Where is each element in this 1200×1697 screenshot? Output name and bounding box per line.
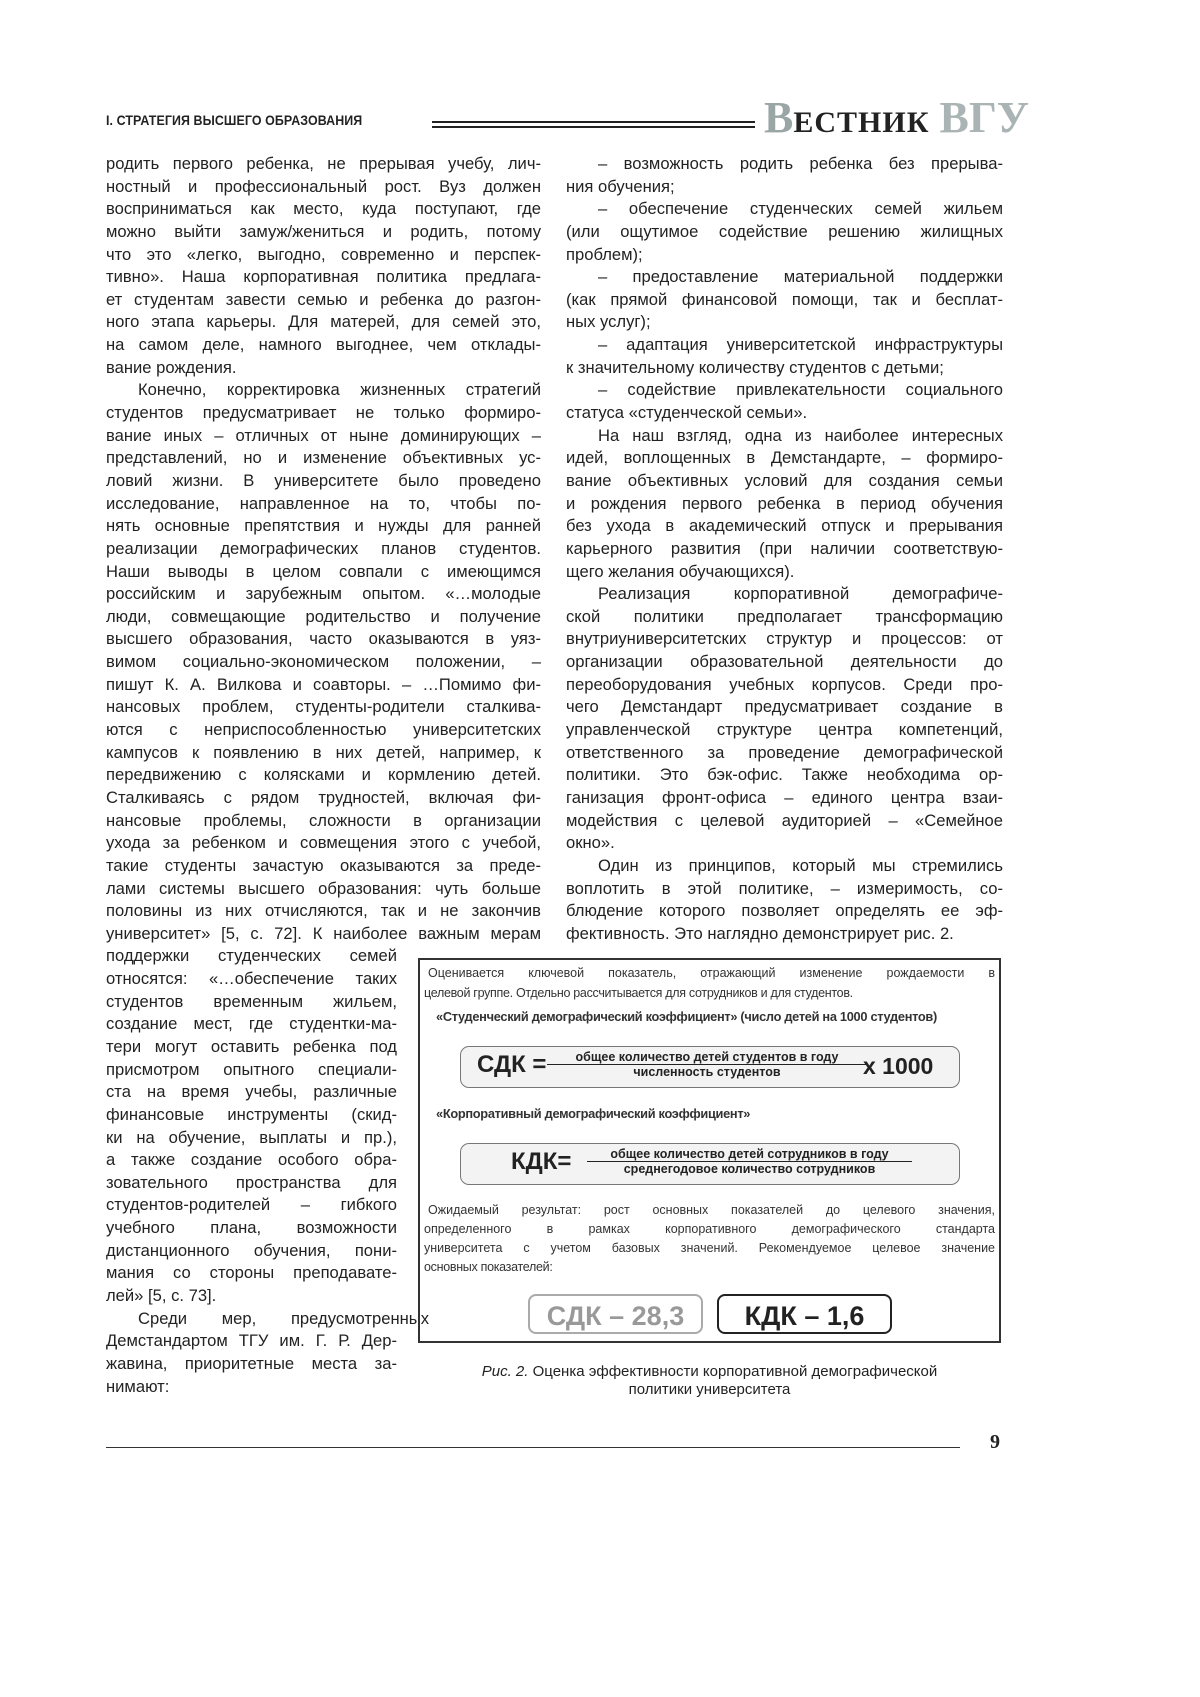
text-line: Один из принципов, который мы стремились xyxy=(566,855,1003,878)
paragraph xyxy=(566,198,1003,266)
sdk-label: СДК = xyxy=(477,1051,546,1079)
text-line: кампусов к появлению в них детей, например, к xyxy=(106,742,541,765)
text-line: ответственного за проведение демографической xyxy=(566,742,1003,765)
text-line: нимают: xyxy=(106,1376,397,1399)
paragraph xyxy=(566,425,1003,583)
text-line: тери могут оставить ребенка под xyxy=(106,1036,397,1059)
section-title: I. СТРАТЕГИЯ ВЫСШЕГО ОБРАЗОВАНИЯ xyxy=(106,113,362,128)
text-line: учебного плана, возможности xyxy=(106,1217,397,1240)
text-line: Наши выводы в целом совпали с имеющимся xyxy=(106,561,541,584)
text-line: что это «легко, выгодно, современно и перспек- xyxy=(106,244,541,267)
result-line: основных показателей: xyxy=(424,1260,553,1274)
paragraph xyxy=(566,379,1003,424)
text-line: можно выйти замуж/жениться и родить, потому xyxy=(106,221,541,244)
paragraph xyxy=(106,153,541,379)
right-column xyxy=(566,153,1003,945)
text-line: ются с неприспособленностью университетских xyxy=(106,719,541,742)
paragraph xyxy=(566,583,1003,855)
text-line: к значительному количеству студентов с детьми; xyxy=(566,357,1003,380)
text-line: лей» [5, с. 73]. xyxy=(106,1285,397,1308)
text-line: относятся: «…обеспечение таких xyxy=(106,968,397,991)
text-line: вание рождения. xyxy=(106,357,541,380)
sdk-numerator: общее количество детей студентов в году xyxy=(547,1050,867,1065)
text-line: вание иных – отличных от ныне доминирующих – xyxy=(106,425,541,448)
text-line: ных услуг); xyxy=(566,311,1003,334)
text-line: исследование, направленное на то, чтобы по- xyxy=(106,493,541,516)
target-sdk-badge: СДК – 28,3 xyxy=(528,1294,703,1334)
text-line: ки на обучение, выплаты и пр.), xyxy=(106,1127,397,1150)
result-line: университета с учетом базовых значений. Рекомендуемое целевое значение xyxy=(424,1241,995,1255)
text-line: (или ощутимое содействие решению жилищных xyxy=(566,221,1003,244)
sdk-multiplier: x 1000 xyxy=(863,1053,933,1080)
paragraph xyxy=(566,855,1003,946)
text-line: проблем); xyxy=(566,244,1003,267)
footer-rule xyxy=(106,1447,960,1448)
text-line: управленческой структуре центра компетенций, xyxy=(566,719,1003,742)
text-line: фективность. Это наглядно демонстрирует рис. 2. xyxy=(566,923,1003,946)
text-line: вание объективных условий для создания семьи xyxy=(566,470,1003,493)
text-line: ного этапа карьеры. Для матерей, для семей это, xyxy=(106,311,541,334)
text-line: восприниматься как место, куда поступают, где xyxy=(106,198,541,221)
text-line: ния обучения; xyxy=(566,176,1003,199)
text-line: организации образовательной деятельности до xyxy=(566,651,1003,674)
text-line: политики. Это бэк-офис. Также необходима ор- xyxy=(566,764,1003,787)
text-line: половины из них отчисляются, так и не закончив xyxy=(106,900,541,923)
text-line: чего Демстандарт предусматривает создание в xyxy=(566,696,1003,719)
text-line: модействия с целевой аудиторией – «Семейное xyxy=(566,810,1003,833)
sdk-fraction xyxy=(547,1050,867,1079)
text-line: реализации демографических планов студентов. xyxy=(106,538,541,561)
text-line: нансовые проблемы, сложности в организации xyxy=(106,810,541,833)
text-line: лами системы высшего образования: чуть больше xyxy=(106,878,541,901)
text-line: университет» [5, с. 72]. К наиболее важным мерам xyxy=(106,923,541,946)
figure-intro-line: целевой группе. Отдельно рассчитывается для сотрудников и для студентов. xyxy=(424,986,853,1000)
text-line: такие студенты зачастую оказываются за преде- xyxy=(106,855,541,878)
text-line: на самом деле, намного выгоднее, чем отклады- xyxy=(106,334,541,357)
text-line: российским и зарубежным опытом. «…молодые xyxy=(106,583,541,606)
text-line: вимом социально-экономическом положении, – xyxy=(106,651,541,674)
text-line: Сталкиваясь с рядом трудностей, включая фи- xyxy=(106,787,541,810)
text-line: – возможность родить ребенка без прерыва- xyxy=(566,153,1003,176)
text-line: окно». xyxy=(566,832,1003,855)
caption-text: политики университета xyxy=(418,1381,1001,1399)
paragraph xyxy=(566,266,1003,334)
text-line: родить первого ребенка, не прерывая учебу, лич- xyxy=(106,153,541,176)
text-line: На наш взгляд, одна из наиболее интересных xyxy=(566,425,1003,448)
text-line: создание мест, где студентки-ма- xyxy=(106,1013,397,1036)
text-line: высшего образования, часто оказываются в уяз- xyxy=(106,628,541,651)
text-line: поддержки студенческих семей xyxy=(106,945,397,968)
text-line: передвижению с колясками и кормлению детей. xyxy=(106,764,541,787)
text-line: – обеспечение студенческих семей жильем xyxy=(566,198,1003,221)
header-rule xyxy=(432,121,755,128)
text-line: присмотром опытного специали- xyxy=(106,1059,397,1082)
text-line: идей, воплощенных в Демстандарте, – формиро- xyxy=(566,447,1003,470)
text-line: переоборудования учебных корпусов. Среди про- xyxy=(566,674,1003,697)
paragraph xyxy=(566,334,1003,379)
text-line: нять основные препятствия и нужды для ранней xyxy=(106,515,541,538)
text-line: зовательного пространства для xyxy=(106,1172,397,1195)
figure-caption xyxy=(418,1363,1001,1399)
text-line: Демстандартом ТГУ им. Г. Р. Дер- xyxy=(106,1330,397,1353)
text-line: воплотить в этой политике, – измеримость, со- xyxy=(566,878,1003,901)
kdk-denominator: среднегодовое количество сотрудников xyxy=(587,1162,912,1176)
sdk-title: «Студенческий демографический коэффициент» (число детей на 1000 студентов) xyxy=(436,1009,937,1024)
text-line: Конечно, корректировка жизненных стратегий xyxy=(106,379,541,402)
page-number: 9 xyxy=(990,1431,1000,1454)
text-line: студентов временным жильем, xyxy=(106,991,397,1014)
target-kdk-badge: КДК – 1,6 xyxy=(717,1294,892,1334)
caption-label: Рис. 2. xyxy=(482,1363,529,1380)
text-line: ста на время учебы, различные xyxy=(106,1081,397,1104)
text-line: ухода за ребенком и совмещения этого с учебой, xyxy=(106,832,541,855)
kdk-formula xyxy=(460,1143,960,1185)
text-line: пишут К. А. Вилкова и соавторы. – …Помимо фи- xyxy=(106,674,541,697)
figure-intro-line: Оценивается ключевой показатель, отражающий изменение рождаемости в xyxy=(428,966,995,980)
text-line: жавина, приоритетные места за- xyxy=(106,1353,397,1376)
text-line: ской политики предполагает трансформацию xyxy=(566,606,1003,629)
caption-text: Оценка эффективности корпоративной демографической xyxy=(528,1363,937,1380)
text-line: внутриуниверситетских структур и процессов: от xyxy=(566,628,1003,651)
text-line: финансовые инструменты (скид- xyxy=(106,1104,397,1127)
text-line: ностный и профессиональный рост. Вуз должен xyxy=(106,176,541,199)
text-line: карьерного развития (при наличии соответствую- xyxy=(566,538,1003,561)
text-line: мания со стороны преподавате- xyxy=(106,1262,397,1285)
kdk-title: «Корпоративный демографический коэффициент» xyxy=(436,1106,750,1121)
result-line: определенного в рамках корпоративного демографического стандарта xyxy=(424,1222,995,1236)
text-line: без ухода в академический отпуск и прерывания xyxy=(566,515,1003,538)
text-line: тивно». Наша корпоративная политика предлага- xyxy=(106,266,541,289)
text-line: дистанционного обучения, пони- xyxy=(106,1240,397,1263)
kdk-numerator: общее количество детей сотрудников в году xyxy=(587,1147,912,1162)
text-line: Реализация корпоративной демографиче- xyxy=(566,583,1003,606)
text-line: студентов предусматривает не только формиро- xyxy=(106,402,541,425)
text-line: – адаптация университетской инфраструктуры xyxy=(566,334,1003,357)
text-line: Среди мер, предусмотренных xyxy=(106,1308,429,1331)
sdk-formula xyxy=(460,1046,960,1088)
text-line: ловий жизни. В университете было проведено xyxy=(106,470,541,493)
journal-logo: ВЕСТНИК ВГУ xyxy=(764,92,1029,143)
text-line: – содействие привлекательности социального xyxy=(566,379,1003,402)
kdk-label: КДК= xyxy=(511,1148,571,1176)
text-line: ет студентам завести семью и ребенка до разгон- xyxy=(106,289,541,312)
text-line: и рождения первого ребенка в период обучения xyxy=(566,493,1003,516)
text-line: (как прямой финансовой помощи, так и бесплат- xyxy=(566,289,1003,312)
figure-2 xyxy=(418,958,1001,1343)
text-line: ганизация фронт-офиса – единого центра взаи- xyxy=(566,787,1003,810)
text-line: представлений, но и изменение объективных ус- xyxy=(106,447,541,470)
text-line: люди, совмещающие родительство и получение xyxy=(106,606,541,629)
text-line: щего желания обучающихся). xyxy=(566,561,1003,584)
text-line: – предоставление материальной поддержки xyxy=(566,266,1003,289)
text-line: статуса «студенческой семьи». xyxy=(566,402,1003,425)
text-line: нансовых проблем, студенты-родители сталкива- xyxy=(106,696,541,719)
text-line: а также создание особого обра- xyxy=(106,1149,397,1172)
result-line: Ожидаемый результат: рост основных показателей до целевого значения, xyxy=(428,1203,995,1217)
sdk-denominator: численность студентов xyxy=(547,1065,867,1079)
text-line: студентов-родителей – гибкого xyxy=(106,1194,397,1217)
text-line: блюдение которого позволяет определять ее эф- xyxy=(566,900,1003,923)
paragraph xyxy=(566,153,1003,198)
kdk-fraction xyxy=(587,1147,912,1176)
